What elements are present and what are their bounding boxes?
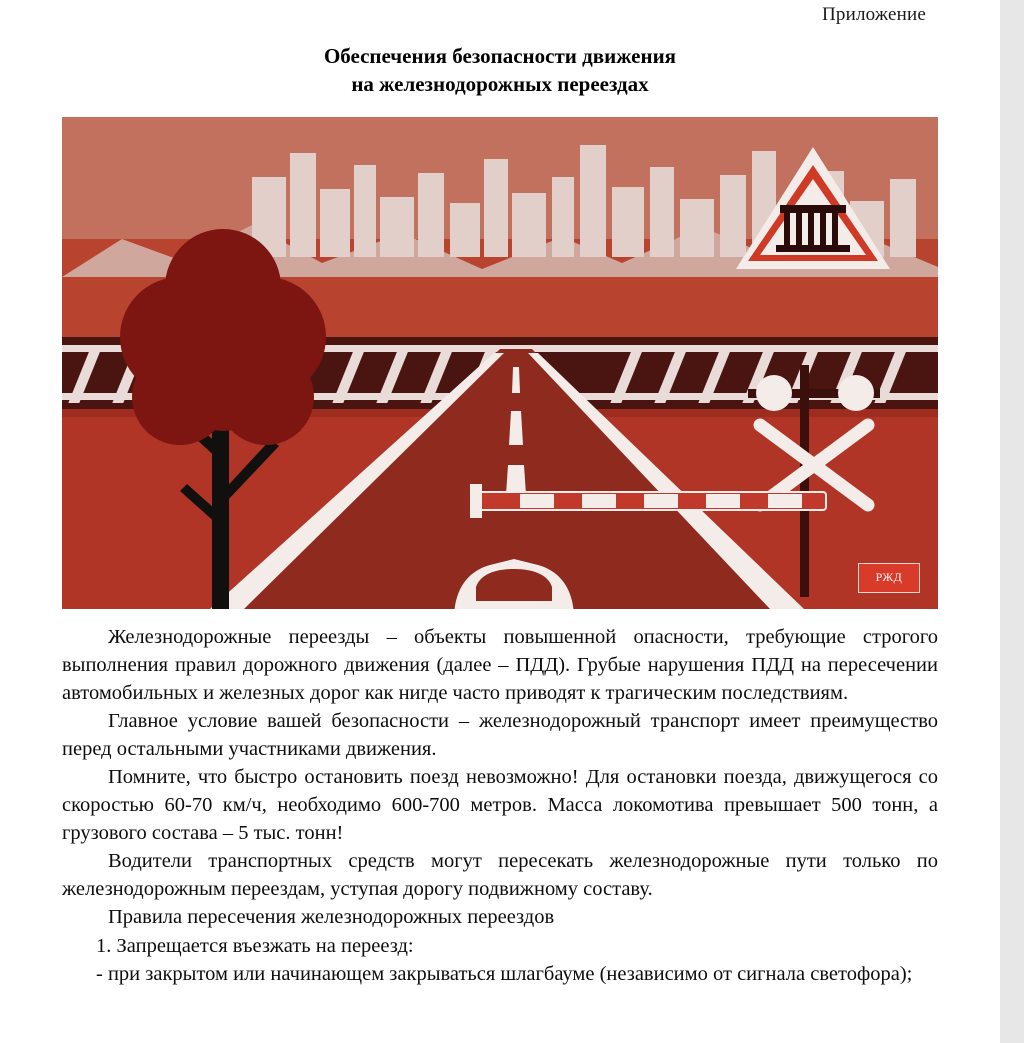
signal-lamp-right — [838, 375, 874, 411]
signal-lamp-left — [756, 375, 792, 411]
paragraph-4: Водители транспортных средств могут пересекать железнодорожные пути только по железнодорожным переездам, уступая дорогу подвижному составу. — [62, 850, 938, 901]
crossing-signal-lights — [748, 375, 880, 411]
paragraph-2: Главное условие вашей безопасности – железнодорожный транспорт имеет преимущество перед остальными участниками движения. — [62, 709, 938, 760]
crossing-equipment — [718, 135, 908, 535]
page-title-line-2: на железнодорожных переездах — [351, 72, 649, 97]
rule-item-1-sub-1: - при закрытом или начинающем закрываться шлагбауме (независимо от сигнала светофора); — [96, 962, 913, 985]
rzd-logo: РЖД — [858, 563, 920, 593]
body-text — [62, 623, 938, 988]
appendix-label: Приложение — [822, 4, 926, 25]
page-title — [62, 42, 938, 99]
page-right-margin — [1000, 0, 1024, 1043]
road-center-dash — [512, 367, 520, 393]
paragraph-3: Помните, что быстро остановить поезд невозможно! Для остановки поезда, движущегося со скоростью 60-70 км/ч, необходимо 600-700 метров. Масса локомотива превышает 500 тонн, а грузового состава – 5 тыс. тонн! — [62, 766, 938, 845]
page-bottom-fade — [0, 1017, 1000, 1043]
railway-crossing-illustration — [62, 117, 938, 609]
rule-item-1: 1. Запрещается въезжать на переезд: — [96, 934, 414, 957]
page-title-line-1: Обеспечения безопасности движения — [323, 44, 677, 68]
paragraph-1: Железнодорожные переезды – объекты повышенной опасности, требующие строгого выполнения правил дорожного движения (далее – ПДД). Грубые нарушения ПДД на пересечении автомобильных и железных дорог как нигде часто приводят к трагическим последствиям. — [62, 625, 938, 704]
boom-barrier — [470, 480, 830, 524]
tree-canopy — [120, 229, 326, 445]
road-center-dash — [509, 411, 523, 445]
warning-triangle-sign — [736, 147, 890, 269]
tree-shape — [108, 225, 338, 609]
rules-heading: Правила пересечения железнодорожных переездов — [108, 906, 555, 929]
